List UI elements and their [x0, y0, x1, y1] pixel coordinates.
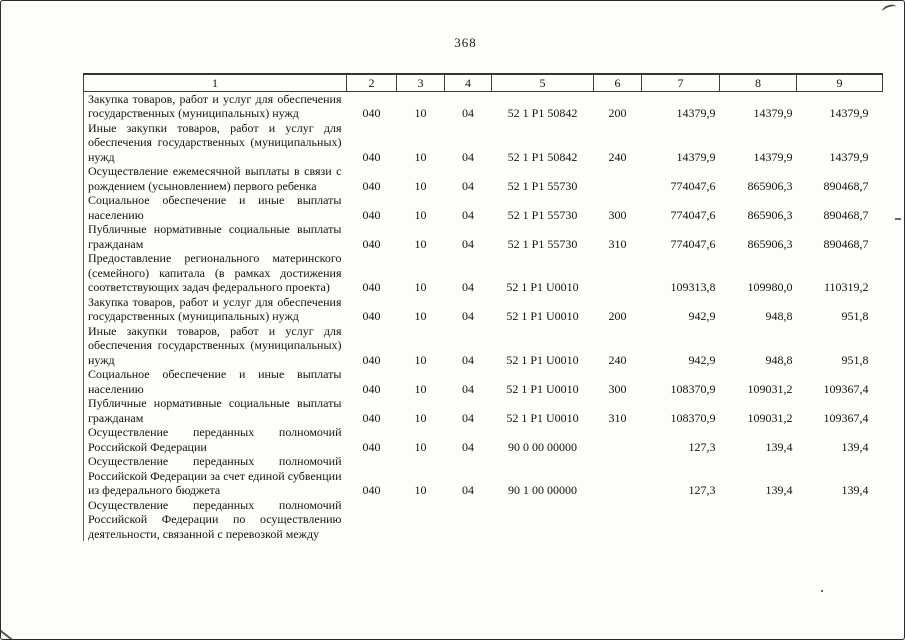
amount-year3: 139,4 [841, 439, 869, 454]
target-article-code: 52 1 P1 U0010 [506, 381, 579, 396]
table-row [84, 193, 883, 222]
amount-year2: 109980,0 [747, 280, 793, 294]
expense-type-code: 200 [608, 309, 627, 323]
grbs-code [347, 498, 397, 542]
amount-year2: 139,4 [765, 483, 793, 497]
scan-artifact-corner [0, 628, 14, 640]
subsection-code: 04 [462, 483, 474, 497]
table-row [84, 251, 883, 295]
target-article-code: 52 1 P1 55730 [507, 236, 578, 251]
table-row [84, 367, 883, 396]
section-code: 10 [414, 236, 427, 251]
column-header: 7 [642, 74, 720, 91]
row-label: Социальное обеспечение и иные выплаты населению [84, 367, 347, 396]
section-code: 10 [414, 280, 427, 294]
column-header: 1 [84, 74, 347, 91]
grbs-code: 040 [362, 280, 381, 294]
table-row [84, 454, 883, 498]
expense-type-code [594, 164, 642, 193]
amount-year3: 890468,7 [823, 178, 869, 193]
subsection-code: 04 [462, 410, 474, 425]
column-header: 9 [797, 74, 883, 91]
expense-type-code: 200 [608, 106, 627, 120]
subsection-code: 04 [462, 381, 474, 396]
amount-year3: 109367,4 [823, 410, 869, 425]
row-label: Иные закупки товаров, работ и услуг для обеспечения государственных (муниципальных) нужд [84, 121, 347, 165]
grbs-code: 040 [362, 410, 381, 425]
expense-type-code [594, 498, 642, 542]
target-article-code: 52 1 P1 U0010 [506, 352, 579, 367]
expense-type-code [594, 454, 642, 498]
amount-year1: 774047,6 [670, 178, 716, 193]
amount-year1: 774047,6 [670, 236, 716, 251]
section-code: 10 [414, 309, 427, 323]
row-label: Осуществление переданных полномочий Российской Федерации по осуществлению деятельности, связанной с перевозкой между [84, 498, 347, 542]
amount-year2: 865906,3 [747, 207, 793, 222]
amount-year1: 109313,8 [670, 280, 716, 294]
expense-type-code [594, 425, 642, 454]
section-code [397, 498, 445, 542]
table-row [84, 121, 883, 165]
table-row [84, 295, 883, 324]
target-article-code: 52 1 P1 U0010 [506, 309, 579, 323]
amount-year2: 139,4 [765, 439, 793, 454]
grbs-code: 040 [362, 207, 381, 222]
section-code: 10 [414, 178, 427, 193]
subsection-code: 04 [462, 207, 474, 222]
target-article-code: 52 1 P1 50842 [507, 149, 578, 164]
row-label: Осуществление ежемесячной выплаты в связи с рождением (усыновлением) первого ребенка [84, 164, 347, 193]
subsection-code: 04 [462, 439, 474, 454]
row-label: Социальное обеспечение и иные выплаты населению [84, 193, 347, 222]
amount-year2: 865906,3 [747, 236, 793, 251]
column-header: 6 [594, 74, 642, 91]
expense-type-code: 300 [608, 381, 627, 396]
target-article-code: 52 1 P1 55730 [507, 207, 578, 222]
expense-type-code [594, 251, 642, 295]
column-header: 8 [720, 74, 797, 91]
amount-year2: 948,8 [765, 309, 793, 323]
column-header: 3 [397, 74, 445, 91]
amount-year3 [797, 498, 883, 542]
grbs-code: 040 [362, 236, 381, 251]
amount-year2: 865906,3 [747, 178, 793, 193]
grbs-code: 040 [362, 149, 381, 164]
amount-year1: 942,9 [688, 309, 716, 323]
table-row [84, 164, 883, 193]
amount-year2: 14379,9 [753, 149, 793, 164]
subsection-code [445, 498, 492, 542]
amount-year1: 127,3 [688, 483, 716, 497]
target-article-code: 90 1 00 00000 [508, 483, 577, 497]
section-code: 10 [414, 207, 427, 222]
section-code: 10 [414, 149, 427, 164]
row-label: Закупка товаров, работ и услуг для обеспечения государственных (муниципальных) нужд [84, 91, 347, 121]
scan-artifact-dash [895, 218, 901, 220]
amount-year2: 948,8 [765, 352, 793, 367]
amount-year1: 14379,9 [676, 106, 716, 120]
table-header [84, 74, 883, 91]
amount-year3: 890468,7 [823, 207, 869, 222]
expense-type-code: 310 [608, 410, 627, 425]
budget-table [83, 73, 883, 541]
amount-year1: 108370,9 [670, 381, 716, 396]
section-code: 10 [414, 439, 427, 454]
amount-year2 [720, 498, 797, 542]
subsection-code: 04 [462, 309, 474, 323]
table-body [84, 91, 883, 541]
grbs-code: 040 [362, 483, 381, 497]
row-label: Иные закупки товаров, работ и услуг для обеспечения государственных (муниципальных) нужд [84, 324, 347, 368]
amount-year3: 890468,7 [823, 236, 869, 251]
row-label: Закупка товаров, работ и услуг для обеспечения государственных (муниципальных) нужд [84, 295, 347, 324]
table-row [84, 324, 883, 368]
grbs-code: 040 [362, 309, 381, 323]
amount-year1: 127,3 [688, 439, 716, 454]
expense-type-code: 240 [608, 352, 627, 367]
section-code: 10 [414, 483, 427, 497]
subsection-code: 04 [462, 236, 474, 251]
expense-type-code: 240 [608, 149, 627, 164]
amount-year3: 139,4 [841, 483, 869, 497]
table-row [84, 396, 883, 425]
amount-year2: 109031,2 [747, 410, 793, 425]
row-label: Предоставление регионального материнского (семейного) капитала (в рамках достижения соответствующих задач федерального проекта) [84, 251, 347, 295]
target-article-code [492, 498, 594, 542]
amount-year3: 951,8 [841, 352, 869, 367]
page-number: 368 [454, 35, 477, 50]
table-row [84, 425, 883, 454]
amount-year3: 951,8 [841, 309, 869, 323]
target-article-code: 52 1 P1 U0010 [506, 280, 579, 294]
expense-type-code: 300 [608, 207, 627, 222]
amount-year2: 14379,9 [753, 106, 793, 120]
subsection-code: 04 [462, 149, 474, 164]
target-article-code: 52 1 P1 U0010 [506, 410, 579, 425]
target-article-code: 52 1 P1 55730 [507, 178, 578, 193]
amount-year3: 110319,2 [823, 280, 869, 294]
scan-artifact-dot [821, 590, 823, 592]
subsection-code: 04 [462, 280, 474, 294]
table-row [84, 222, 883, 251]
grbs-code: 040 [362, 352, 381, 367]
grbs-code: 040 [362, 106, 381, 120]
row-label: Осуществление переданных полномочий Российской Федерации за счет единой субвенции из федерального бюджета [84, 454, 347, 498]
amount-year3: 14379,9 [829, 106, 869, 120]
amount-year3: 14379,9 [829, 149, 869, 164]
grbs-code: 040 [362, 439, 381, 454]
amount-year3: 109367,4 [823, 381, 869, 396]
expense-type-code: 310 [608, 236, 627, 251]
subsection-code: 04 [462, 106, 474, 120]
section-code: 10 [414, 381, 427, 396]
target-article-code: 52 1 P1 50842 [507, 106, 578, 120]
amount-year2: 109031,2 [747, 381, 793, 396]
column-header: 5 [492, 74, 594, 91]
table-row [84, 498, 883, 542]
grbs-code: 040 [362, 381, 381, 396]
grbs-code: 040 [362, 178, 381, 193]
amount-year1: 942,9 [688, 352, 716, 367]
section-code: 10 [414, 410, 427, 425]
row-label: Публичные нормативные социальные выплаты гражданам [84, 222, 347, 251]
amount-year1: 108370,9 [670, 410, 716, 425]
scan-artifact-squiggle [881, 3, 898, 16]
row-label: Осуществление переданных полномочий Российской Федерации [84, 425, 347, 454]
section-code: 10 [414, 106, 427, 120]
subsection-code: 04 [462, 178, 474, 193]
target-article-code: 90 0 00 00000 [508, 439, 577, 454]
amount-year1: 14379,9 [676, 149, 716, 164]
table-header-row [84, 74, 883, 91]
section-code: 10 [414, 352, 427, 367]
table-row [84, 91, 883, 121]
column-header: 2 [347, 74, 397, 91]
column-header: 4 [445, 74, 492, 91]
amount-year1 [642, 498, 720, 542]
row-label: Публичные нормативные социальные выплаты гражданам [84, 396, 347, 425]
amount-year1: 774047,6 [670, 207, 716, 222]
subsection-code: 04 [462, 352, 474, 367]
